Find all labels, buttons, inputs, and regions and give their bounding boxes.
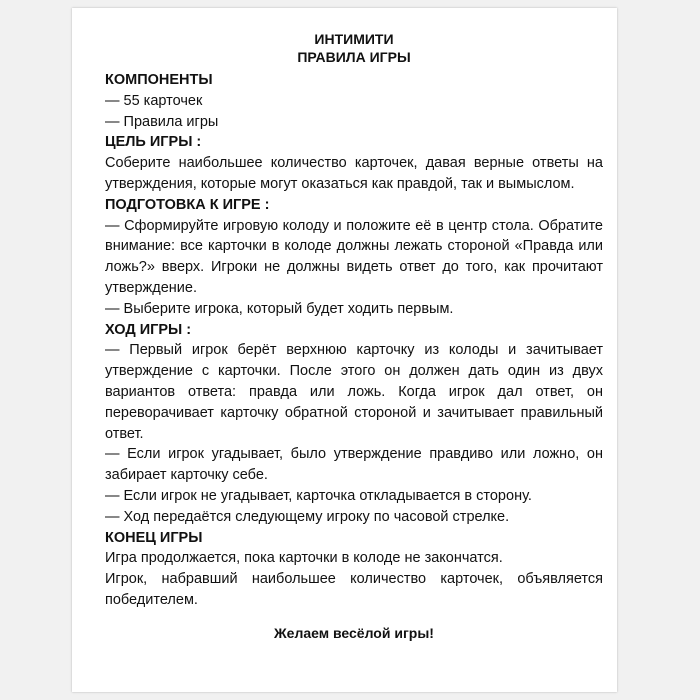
components-heading: КОМПОНЕНТЫ [105, 72, 213, 88]
end-paragraph: Игрок, набравший наибольшее количество карточек, объявляется победителем. [105, 571, 603, 608]
end-paragraph: Игра продолжается, пока карточки в колоде не закончатся. [105, 550, 503, 567]
setup-heading: ПОДГОТОВКА К ИГРЕ : [105, 196, 270, 213]
turn-paragraph: — Ход передаётся следующему игроку по часовой стрелке. [105, 508, 510, 525]
goal-heading: ЦЕЛЬ ИГРЫ : [105, 134, 202, 151]
components-item-cards: — 55 карточек [105, 92, 203, 109]
components-item-rules: — Правила игры [105, 113, 219, 130]
setup-paragraph: — Сформируйте игровую колоду и положите её в центр стола. Обратите внимание: все карточки в колоде должны лежать стороной «Правда или ложь?» вверх. Игроки не должны видеть ответ до того, как прочитают утверждение. [105, 217, 603, 296]
closing-wish: Желаем весёлой игры! [274, 624, 434, 641]
rules-title: ПРАВИЛА ИГРЫ [297, 49, 411, 65]
end-heading: КОНЕЦ ИГРЫ [105, 529, 203, 546]
goal-text: Соберите наибольшее количество карточек, давая верные ответы на утверждения, которые могут оказаться как правдой, так и вымыслом. [105, 155, 603, 192]
turn-paragraph: — Если игрок угадывает, было утверждение правдиво или ложно, он забирает карточку себе. [105, 446, 603, 484]
rules-sheet [72, 8, 617, 692]
setup-paragraph: — Выберите игрока, который будет ходить первым. [105, 300, 454, 317]
rules-content [105, 30, 603, 644]
turn-paragraph: — Если игрок не угадывает, карточка откладывается в сторону. [105, 487, 532, 504]
game-title: ИНТИМИТИ [314, 31, 394, 47]
turn-paragraph: — Первый игрок берёт верхнюю карточку из колоды и зачитывает утверждение с карточки. После этого он должен дать один из двух вариантов ответа: правда или ложь. Когда игрок дал ответ, он переворачивает карточку обратной стороной и зачитывает правильный ответ. [105, 342, 603, 442]
turn-heading: ХОД ИГРЫ : [105, 321, 192, 338]
